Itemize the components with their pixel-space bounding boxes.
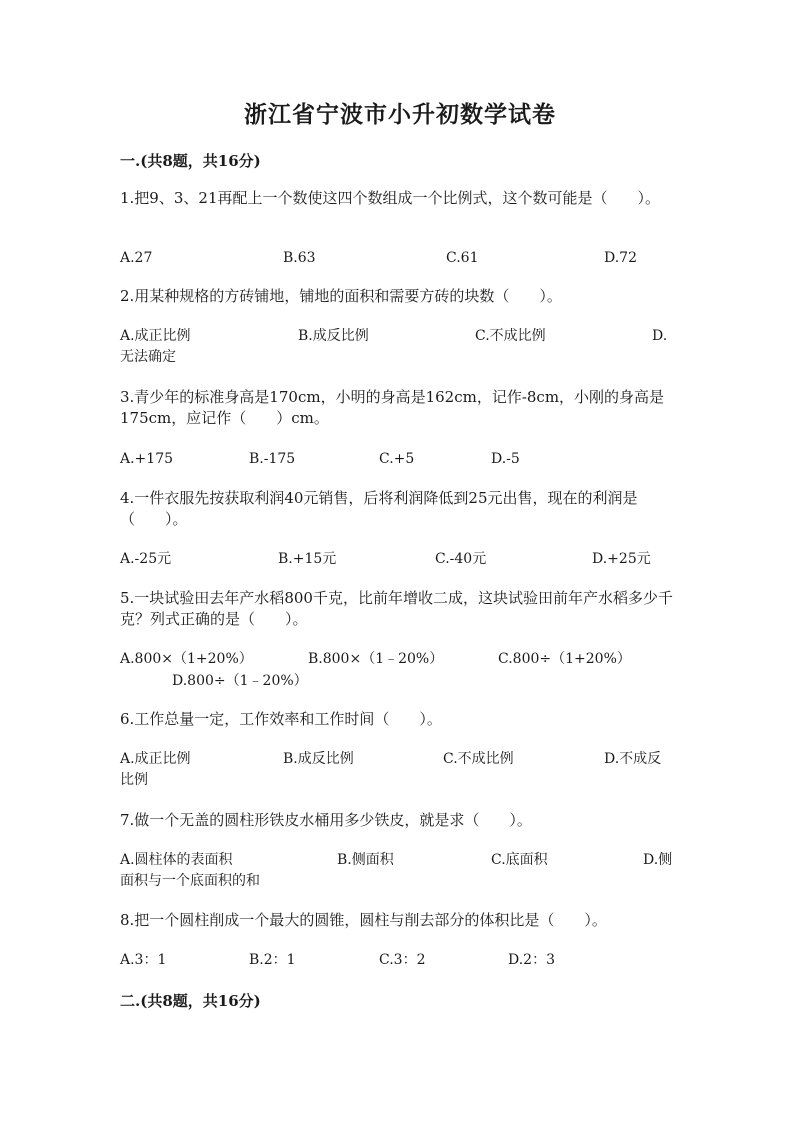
section-heading-2: 二.(共8题，共16分) [120, 992, 261, 1010]
option-4b: B.+15元 [278, 551, 337, 567]
question-8: 8.把一个圆柱削成一个最大的圆锥，圆柱与削去部分的体积比是（ ）。 [120, 911, 607, 929]
question-2: 2.用某种规格的方砖铺地，铺地的面积和需要方砖的块数（ ）。 [120, 287, 562, 305]
option-2c: C.不成比例 [475, 328, 546, 344]
question-1: 1.把9、3、21再配上一个数使这四个数组成一个比例式，这个数可能是（ ）。 [120, 189, 660, 207]
option-3d: D.-5 [491, 451, 520, 467]
exam-title: 浙江省宁波市小升初数学试卷 [244, 101, 556, 128]
option-5d: D.800÷（1﹣20%） [172, 673, 308, 689]
question-6: 6.工作总量一定，工作效率和工作时间（ ）。 [120, 710, 442, 728]
option-3b: B.-175 [249, 451, 296, 467]
option-6d-continued: 比例 [120, 772, 148, 788]
option-4c: C.-40元 [435, 551, 487, 567]
option-4d: D.+25元 [592, 551, 651, 567]
option-2d-continued: 无法确定 [120, 349, 176, 365]
option-2d: D. [652, 328, 668, 344]
option-1a: A.27 [120, 250, 153, 266]
section-heading-1: 一.(共8题，共16分) [120, 152, 261, 170]
option-6c: C.不成比例 [443, 751, 514, 767]
option-8c: C.3：2 [379, 952, 426, 968]
option-8a: A.3：1 [120, 952, 167, 968]
option-2b: B.成反比例 [298, 328, 369, 344]
option-3c: C.+5 [379, 451, 415, 467]
option-5a: A.800×（1+20%） [120, 651, 253, 667]
option-6b: B.成反比例 [283, 751, 354, 767]
option-3a: A.+175 [120, 451, 174, 467]
option-7c: C.底面积 [491, 852, 548, 868]
option-1c: C.61 [446, 250, 479, 266]
option-1d: D.72 [604, 250, 637, 266]
option-6d: D.不成反 [604, 751, 662, 767]
question-4: 4.一件衣服先按获取利润40元销售，后将利润降低到25元出售，现在的利润是（ ）。 [120, 489, 638, 528]
option-1b: B.63 [283, 250, 316, 266]
option-7a: A.圆柱体的表面积 [120, 852, 233, 868]
option-5c: C.800÷（1+20%） [498, 651, 631, 667]
option-5b: B.800×（1﹣20%） [308, 651, 444, 667]
option-7b: B.侧面积 [337, 852, 394, 868]
option-8d: D.2：3 [508, 952, 555, 968]
option-7d: D.侧 [643, 852, 673, 868]
question-3: 3.青少年的标准身高是170cm，小明的身高是162cm，记作-8cm，小刚的身高是175cm，应记作（ ）cm。 [120, 388, 665, 427]
question-7: 7.做一个无盖的圆柱形铁皮水桶用多少铁皮，就是求（ ）。 [120, 811, 532, 829]
question-5: 5.一块试验田去年产水稻800千克，比前年增收二成，这块试验田前年产水稻多少千克？列式正确的是（ ）。 [120, 589, 673, 628]
option-8b: B.2：1 [249, 952, 296, 968]
option-6a: A.成正比例 [120, 751, 191, 767]
option-2a: A.成正比例 [120, 328, 191, 344]
option-7d-continued: 面积与一个底面积的和 [120, 873, 260, 889]
option-4a: A.-25元 [120, 551, 172, 567]
